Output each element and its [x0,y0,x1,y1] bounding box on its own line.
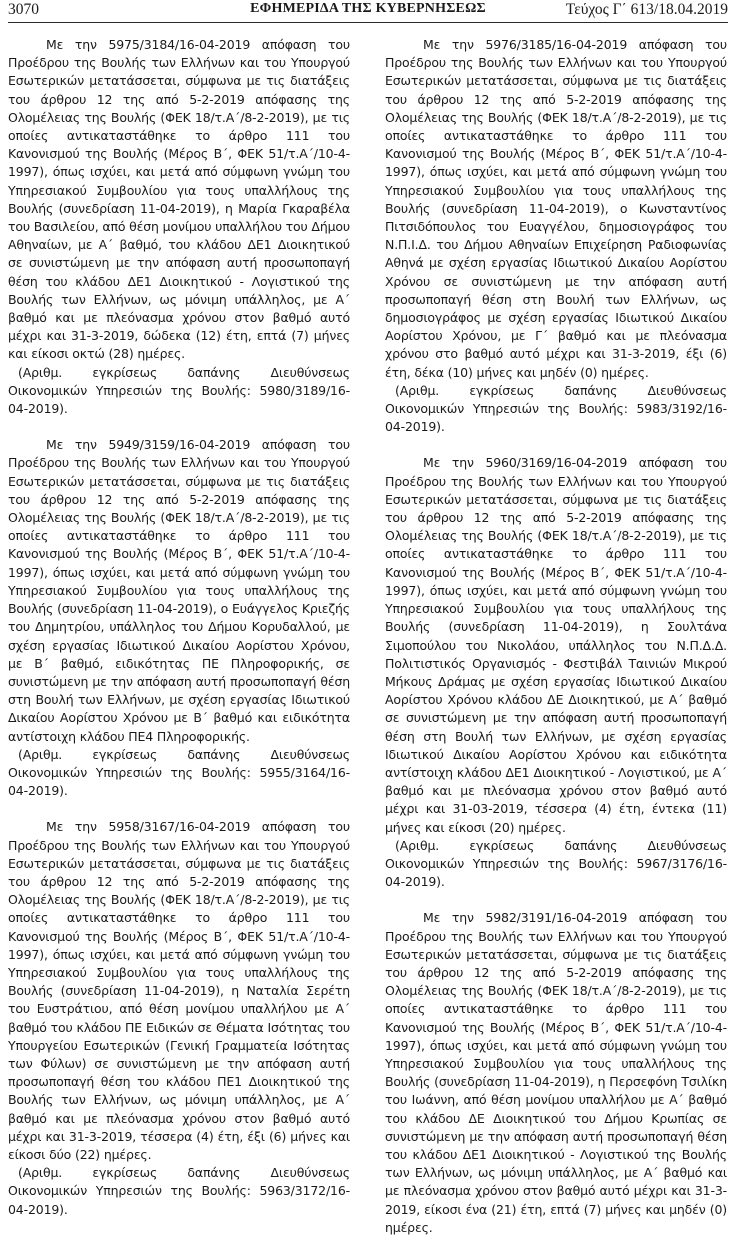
left-column [8,36,350,1219]
approval-note: (Αριθμ. εγκρίσεως δαπάνης Διευθύνσεως Οικονομικών Υπηρεσιών της Βουλής: 5955/3164/16-04-2019). [8,746,350,799]
decision-entry [8,818,350,1218]
decision-entry [8,36,350,418]
decision-text: Με την 5958/3167/16-04-2019 απόφαση του Προέδρου της Βουλής των Ελλήνων και του Υπουργού Εσωτερικών μετατάσσεται, σύμφωνα με τις διατάξεις του άρθρου 12 της από 5-2-2019 απόφασης της Ολομέλειας της Βουλής (ΦΕΚ 18/τ.Α΄/8-2-2019), με τις οποίες αντικαταστάθηκε το άρθρο 111 του Κανονισμού της Βουλής (Μέρος Β΄, ΦΕΚ 51/τ.Α΄/10-4-1997), όπως ισχύει, και μετά από σύμφωνη γνώμη του Υπηρεσιακού Συμβουλίου για τους υπαλλήλους της Βουλής (συνεδρίαση 11-04-2019), η Ναταλία Σερέτη του Ευστράτιου, από θέση μονίμου υπαλλήλου με Α΄ βαθμό του κλάδου ΠΕ Ειδικών σε Θέματα Ισότητας του Υπουργείου Εσωτερικών (Γενική Γραμματεία Ισότητας των Φύλων) σε συνιστώμενη με την απόφαση αυτή προσωποπαγή θέση του κλάδου ΠΕ1 Διοικητικού της Βουλής των Ελλήνων, ως μόνιμη υπάλληλος, με Α΄ βαθμό και με πλεόνασμα χρόνου στον βαθμό αυτό μέχρι και 31-3-2019, τέσσερα (4) έτη, έξι (6) μήνες και είκοσι δύο (22) ημέρες. [8,819,350,1162]
issue-reference: Τεύχος Γ΄ 613/18.04.2019 [565,1,728,18]
decision-text: Με την 5976/3185/16-04-2019 απόφαση του Προέδρου της Βουλής των Ελλήνων και του Υπουργού Εσωτερικών μετατάσσεται, σύμφωνα με τις διατάξεις του άρθρου 12 της από 5-2-2019 απόφασης της Ολομέλειας της Βουλής (ΦΕΚ 18/τ.Α΄/8-2-2019), με τις οποίες αντικαταστάθηκε το άρθρο 111 του Κανονισμού της Βουλής (Μέρος Β΄, ΦΕΚ 51/τ.Α΄/10-4-1997), όπως ισχύει, και μετά από σύμφωνη γνώμη του Υπηρεσιακού Συμβουλίου για τους υπαλλήλους της Βουλής (συνεδρίαση 11-04-2019), ο Κωνσταντίνος Πιτσιδόπουλος του Ευαγγέλου, δημοσιογράφος του Ν.Π.Ι.Δ. του Δήμου Αθηναίων Επιχείρηση Ραδιοφωνίας Αθηνά με σχέση εργασίας Ιδιωτικού Δικαίου Αορίστου Χρόνου σε συνιστώμενη με την απόφαση αυτή προσωποπαγή θέση στη Βουλή των Ελλήνων, ως δημοσιογράφος με σχέση εργασίας Ιδιωτικού Δικαίου Αορίστου Χρόνου, με Γ΄ βαθμό και με πλεόνασμα χρόνου στο βαθμό αυτό μέχρι και 31-3-2019, έξι (6) έτη, δέκα (10) μήνες και μηδέν (0) ημέρες. [385,37,727,380]
approval-note: (Αριθμ. εγκρίσεως δαπάνης Διευθύνσεως Οικονομικών Υπηρεσιών της Βουλής: 5967/3176/16-04-2019). [385,837,727,890]
decision-entry [385,909,727,1237]
decision-text: Με την 5982/3191/16-04-2019 απόφαση του Προέδρου της Βουλής των Ελλήνων και του Υπουργού Εσωτερικών μετατάσσεται, σύμφωνα με τις διατάξεις του άρθρου 12 της από 5-2-2019 απόφασης της Ολομέλειας της Βουλής (ΦΕΚ 18/τ.Α΄/8-2-2019), με τις οποίες αντικαταστάθηκε το άρθρο 111 του Κανονισμού της Βουλής (Μέρος Β΄, ΦΕΚ 51/τ.Α΄/10-4-1997), όπως ισχύει, και μετά από σύμφωνη γνώμη του Υπηρεσιακού Συμβουλίου για τους υπαλλήλους της Βουλής (συνεδρίαση 11-04-2019), η Περσεφόνη Τσιλίκη του Ιωάννη, από θέση μονίμου υπαλλήλου με Α΄ βαθμό του κλάδου ΔΕ Διοικητικού του Δήμου Κρωπίας σε συνιστώμενη με την απόφαση αυτή προσωποπαγή θέση του κλάδου ΔΕ1 Διοικητικού - Λογιστικού της Βουλής των Ελλήνων, ως μόνιμη υπάλληλος, με Α΄ βαθμό και με πλεόνασμα χρόνου στον βαθμό αυτό μέχρι και 31-3-2019, είκοσι ένα (21) έτη, επτά (7) μήνες και μηδέν (0) ημέρες. [385,910,727,1235]
decision-entry [8,436,350,800]
decision-entry [385,36,727,436]
decision-text: Με την 5975/3184/16-04-2019 απόφαση του Προέδρου της Βουλής των Ελλήνων και του Υπουργού Εσωτερικών μετατάσσεται, σύμφωνα με τις διατάξεις του άρθρου 12 της από 5-2-2019 απόφασης της Ολομέλειας της Βουλής (ΦΕΚ 18/τ.Α΄/8-2-2019), με τις οποίες αντικαταστάθηκε το άρθρο 111 του Κανονισμού της Βουλής (Μέρος Β΄, ΦΕΚ 51/τ.Α΄/10-4-1997), όπως ισχύει, και μετά από σύμφωνη γνώμη του Υπηρεσιακού Συμβουλίου για τους υπαλλήλους της Βουλής (συνεδρίαση 11-04-2019), η Μαρία Γκαραβέλα του Βασιλείου, από θέση μονίμου υπαλλήλου του Δήμου Αθηναίων, με Α΄ βαθμό, του κλάδου ΔΕ1 Διοικητικού σε συνιστώμενη με την απόφαση αυτή προσωποπαγή θέση του κλάδου ΔΕ1 Διοικητικού - Λογιστικού της Βουλής των Ελλήνων, ως μόνιμη υπάλληλος, με Α΄ βαθμό και με πλεόνασμα χρόνου στον βαθμό αυτό μέχρι και 31-3-2019, δώδεκα (12) έτη, επτά (7) μήνες και είκοσι οκτώ (28) ημέρες. [8,37,350,362]
decision-entry [385,454,727,891]
approval-note: (Αριθμ. εγκρίσεως δαπάνης Διευθύνσεως Οικονομικών Υπηρεσιών της Βουλής: 5963/3172/16-04-2019). [8,1165,350,1217]
approval-note: (Αριθμ. εγκρίσεως δαπάνης Διευθύνσεως Οικονομικών Υπηρεσιών της Βουλής: 5983/3192/16-04-2019). [385,382,727,435]
right-column [385,36,727,1237]
page-header [8,0,728,23]
decision-text: Με την 5960/3169/16-04-2019 απόφαση του Προέδρου της Βουλής των Ελλήνων και του Υπουργού Εσωτερικών μετατάσσεται, σύμφωνα με τις διατάξεις του άρθρου 12 της από 5-2-2019 απόφασης της Ολομέλειας της Βουλής (ΦΕΚ 18/τ.Α΄/8-2-2019), με τις οποίες αντικαταστάθηκε το άρθρο 111 του Κανονισμού της Βουλής (Μέρος Β΄, ΦΕΚ 51/τ.Α΄/10-4-1997), όπως ισχύει, και μετά από σύμφωνη γνώμη του Υπηρεσιακού Συμβουλίου για τους υπαλλήλους της Βουλής (συνεδρίαση 11-04-2019), η Σουλτάνα Σιμοπούλου του Νικολάου, υπάλληλος του Ν.Π.Δ.Δ. Πολιτιστικός Οργανισμός - Φεστιβάλ Ταινιών Μικρού Μήκους Δράμας με σχέση εργασίας Ιδιωτικού Δικαίου Αορίστου Χρόνου κλάδου ΔΕ Διοικητικού, με Α΄ βαθμό σε συνιστώμενη με την απόφαση αυτή προσωποπαγή θέση στη Βουλή των Ελλήνων, με σχέση εργασίας Ιδιωτικού Δικαίου Αορίστου Χρόνου και ειδικότητα αντίστοιχη κλάδου ΔΕ1 Διοικητικού - Λογιστικού, με Α΄ βαθμό και με πλεόνασμα χρόνου στον βαθμό αυτό μέχρι και 31-03-2019, τέσσερα (4) έτη, έντεκα (11) μήνες και είκοσι (20) ημέρες. [385,455,727,835]
page-number: 3070 [8,1,39,18]
publication-title: ΕΦΗΜΕΡΙΔΑ ΤΗΣ ΚΥΒΕΡΝΗΣΕΩΣ [250,1,486,16]
approval-note: (Αριθμ. εγκρίσεως δαπάνης Διευθύνσεως Οικονομικών Υπηρεσιών της Βουλής: 5980/3189/16-04-2019). [8,364,350,417]
decision-text: Με την 5949/3159/16-04-2019 απόφαση του Προέδρου της Βουλής των Ελλήνων και του Υπουργού Εσωτερικών μετατάσσεται, σύμφωνα με τις διατάξεις του άρθρου 12 της από 5-2-2019 απόφασης της Ολομέλειας της Βουλής (ΦΕΚ 18/τ.Α΄/8-2-2019), με τις οποίες αντικαταστάθηκε το άρθρο 111 του Κανονισμού της Βουλής (Μέρος Β΄, ΦΕΚ 51/τ.Α΄/10-4-1997), όπως ισχύει, και μετά από σύμφωνη γνώμη του Υπηρεσιακού Συμβουλίου για τους υπαλλήλους της Βουλής (συνεδρίαση 11-04-2019), ο Ευάγγελος Κριεζής του Δημητρίου, υπάλληλος του Δήμου Κορυδαλλού, με σχέση εργασίας Ιδιωτικού Δικαίου Αορίστου Χρόνου, με Β΄ βαθμό, ειδικότητας ΠΕ Πληροφορικής, σε συνιστώμενη με την απόφαση αυτή προσωποπαγή θέση στη Βουλή των Ελλήνων, με σχέση εργασίας Ιδιωτικού Δικαίου Αορίστου Χρόνου με Β΄ βαθμό και ειδικότητα αντίστοιχη κλάδου ΠΕ4 Πληροφορικής. [8,437,350,744]
